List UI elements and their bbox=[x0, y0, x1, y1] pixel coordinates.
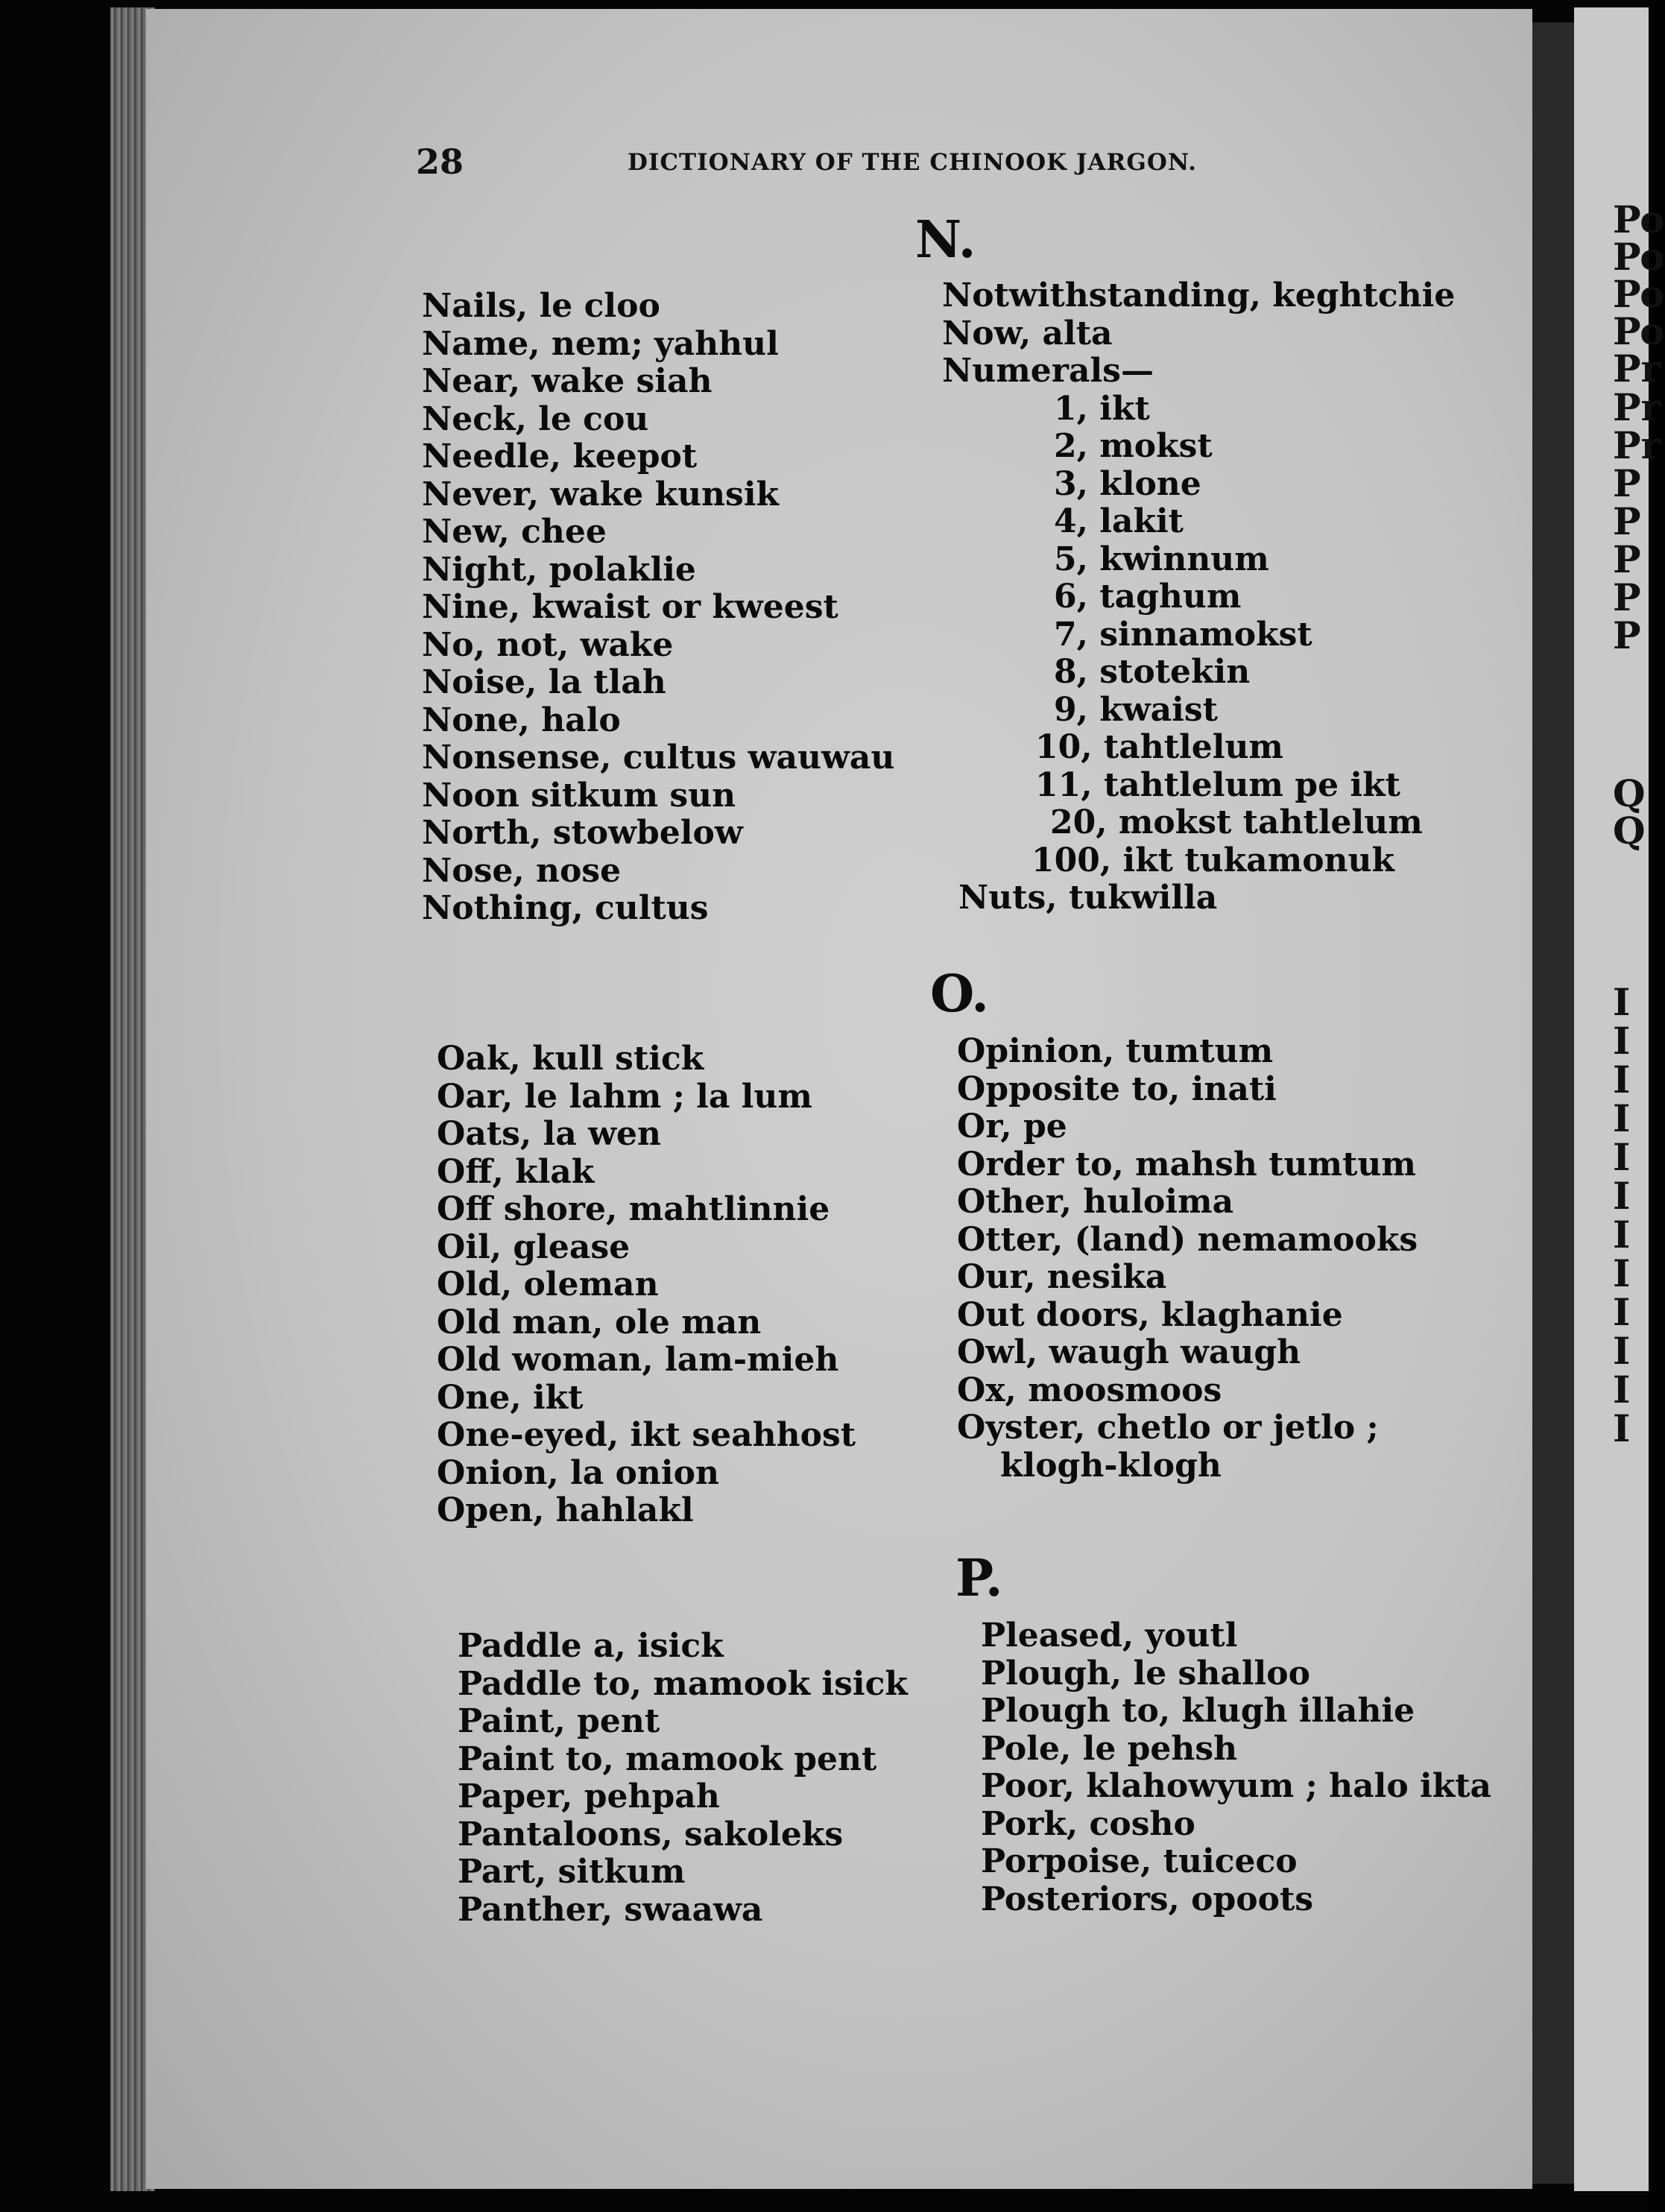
next-page-glyph: Pr bbox=[1613, 423, 1661, 467]
dictionary-entry: Name, nem; yahhul bbox=[422, 324, 779, 363]
dictionary-entry: Noon sitkum sun bbox=[422, 776, 736, 815]
dictionary-entry: Pork, cosho bbox=[981, 1804, 1195, 1843]
next-page-glyph: I bbox=[1613, 1058, 1631, 1102]
next-page-glyph: I bbox=[1613, 1290, 1631, 1334]
numeral-entry: 8, stotekin bbox=[1054, 653, 1251, 691]
dictionary-entry: Oats, la wen bbox=[437, 1115, 661, 1153]
next-page-glyph: P bbox=[1613, 613, 1641, 657]
dictionary-entry: Now, alta bbox=[942, 314, 1113, 353]
dictionary-entry: Nine, kwaist or kweest bbox=[422, 588, 838, 626]
dictionary-entry: Other, huloima bbox=[957, 1183, 1234, 1221]
dictionary-entry: Ox, moosmoos bbox=[957, 1371, 1222, 1409]
next-page-glyph: I bbox=[1613, 980, 1631, 1024]
dictionary-entry-continuation: klogh-klogh bbox=[1000, 1446, 1222, 1485]
dictionary-entry: Out doors, klaghanie bbox=[957, 1295, 1343, 1334]
dictionary-entry: Or, pe bbox=[957, 1107, 1067, 1146]
numeral-entry: 6, taghum bbox=[1054, 578, 1242, 616]
page-number: 28 bbox=[416, 142, 464, 182]
numeral-entry: 11, tahtlelum pe ikt bbox=[1035, 765, 1400, 804]
adjacent-page-fragment bbox=[1574, 7, 1665, 2191]
dictionary-entry: Posteriors, opoots bbox=[981, 1880, 1314, 1918]
dictionary-entry: Plough to, klugh illahie bbox=[981, 1692, 1415, 1730]
next-page-glyph: I bbox=[1613, 1213, 1631, 1257]
numeral-entry: 5, kwinnum bbox=[1054, 540, 1269, 578]
dictionary-entry: Pole, le pehsh bbox=[981, 1729, 1238, 1768]
next-page-glyph: I bbox=[1613, 1406, 1631, 1450]
dictionary-entry: Nails, le cloo bbox=[422, 287, 660, 325]
dictionary-entry: Old man, ole man bbox=[437, 1303, 762, 1342]
dictionary-entry: Our, nesika bbox=[957, 1258, 1167, 1296]
dictionary-entry: Paint, pent bbox=[458, 1702, 660, 1740]
dictionary-entry: Paint to, mamook pent bbox=[458, 1739, 877, 1778]
dictionary-entry: Neck, le cou bbox=[422, 399, 649, 438]
dictionary-entry: Noise, la tlah bbox=[422, 663, 666, 701]
next-page-glyph: I bbox=[1613, 1251, 1631, 1295]
dictionary-entry: Poor, klahowyum ; halo ikta bbox=[981, 1767, 1492, 1805]
dictionary-entry: Order to, mahsh tumtum bbox=[957, 1145, 1416, 1184]
dictionary-entry: Porpoise, tuiceco bbox=[981, 1842, 1298, 1880]
section-letter-o: O. bbox=[930, 964, 989, 1024]
next-page-glyph: Po bbox=[1613, 235, 1665, 279]
dictionary-entry: No, not, wake bbox=[422, 625, 674, 664]
dictionary-entry: Night, polaklie bbox=[422, 550, 696, 589]
dictionary-entry: Old, oleman bbox=[437, 1265, 659, 1304]
numeral-entry: 1, ikt bbox=[1054, 389, 1150, 428]
dictionary-entry: Numerals— bbox=[942, 352, 1154, 390]
dictionary-entry: None, halo bbox=[422, 701, 621, 739]
next-page-glyph: P bbox=[1613, 499, 1641, 543]
dictionary-entry: Paper, pehpah bbox=[458, 1777, 720, 1816]
dictionary-entry: Nose, nose bbox=[422, 851, 622, 890]
dictionary-entry: Opposite to, inati bbox=[957, 1069, 1277, 1108]
dictionary-entry: New, chee bbox=[422, 513, 607, 551]
numeral-entry: 100, ikt tukamonuk bbox=[1031, 841, 1395, 879]
dictionary-entry: Near, wake siah bbox=[422, 362, 713, 400]
entry-list-o-left bbox=[437, 1040, 856, 1530]
section-letter-p: P. bbox=[955, 1549, 1003, 1608]
dictionary-entry: Nuts, tukwilla bbox=[958, 879, 1218, 917]
next-page-glyph: P bbox=[1613, 537, 1641, 581]
dictionary-entry: Needle, keepot bbox=[422, 437, 698, 475]
entry-list-n-right bbox=[942, 277, 1455, 917]
next-page-glyph: I bbox=[1613, 1174, 1631, 1218]
next-page-glyph: Pr bbox=[1613, 385, 1661, 429]
dictionary-entry: Owl, waugh waugh bbox=[957, 1333, 1301, 1371]
entry-list-p-left bbox=[458, 1628, 908, 1929]
dictionary-entry: Off, klak bbox=[437, 1152, 595, 1191]
dictionary-entry: Plough, le shalloo bbox=[981, 1654, 1310, 1693]
next-page-glyph: I bbox=[1613, 1329, 1631, 1373]
next-page-glyph: Q bbox=[1613, 809, 1646, 853]
entry-list-p-right bbox=[981, 1617, 1491, 1918]
next-page-glyph: I bbox=[1613, 1135, 1631, 1179]
dictionary-entry: Onion, la onion bbox=[437, 1453, 719, 1492]
next-page-glyph: Po bbox=[1613, 309, 1665, 353]
numeral-entry: 2, mokst bbox=[1054, 427, 1213, 465]
next-page-glyph: I bbox=[1613, 1019, 1631, 1063]
dictionary-entry: Off shore, mahtlinnie bbox=[437, 1190, 830, 1228]
dictionary-entry: Nonsense, cultus wauwau bbox=[422, 739, 895, 777]
next-page-glyph: I bbox=[1613, 1096, 1631, 1140]
dictionary-entry: Oyster, chetlo or jetlo ; bbox=[957, 1409, 1379, 1447]
dictionary-entry: North, stowbelow bbox=[422, 814, 743, 852]
numeral-entry: 9, kwaist bbox=[1054, 690, 1218, 729]
next-page-glyph: Po bbox=[1613, 272, 1665, 316]
book-gutter bbox=[1532, 22, 1574, 2184]
numeral-entry: 20, mokst tahtlelum bbox=[1050, 803, 1423, 841]
dictionary-entry: Never, wake kunsik bbox=[422, 475, 780, 514]
numeral-entry: 4, lakit bbox=[1054, 502, 1184, 540]
dictionary-entry: Oak, kull stick bbox=[437, 1040, 704, 1078]
dictionary-entry: Oil, glease bbox=[437, 1227, 631, 1266]
dictionary-entry: Nothing, cultus bbox=[422, 889, 709, 927]
dictionary-entry: Paddle to, mamook isick bbox=[458, 1664, 908, 1703]
dictionary-entry: Notwithstanding, keghtchie bbox=[942, 276, 1456, 315]
dictionary-entry: Oar, le lahm ; la lum bbox=[437, 1077, 812, 1116]
dictionary-entry: Pleased, youtl bbox=[981, 1617, 1238, 1655]
dictionary-entry: Paddle a, isick bbox=[458, 1627, 724, 1665]
entry-list-o-right bbox=[957, 1033, 1418, 1485]
entry-list-n-left bbox=[422, 288, 894, 928]
dictionary-entry: One-eyed, ikt seahhost bbox=[437, 1416, 856, 1454]
numeral-entry: 3, klone bbox=[1054, 464, 1201, 503]
running-title: DICTIONARY OF THE CHINOOK JARGON. bbox=[628, 149, 1197, 176]
next-page-glyph: Po bbox=[1613, 197, 1665, 241]
dictionary-entry: Part, sitkum bbox=[458, 1853, 686, 1891]
dictionary-entry: Old woman, lam-mieh bbox=[437, 1341, 839, 1379]
numeral-entry: 7, sinnamokst bbox=[1054, 615, 1312, 654]
next-page-glyph: Q bbox=[1613, 771, 1646, 815]
next-page-glyph: I bbox=[1613, 1368, 1631, 1412]
dictionary-entry: One, ikt bbox=[437, 1378, 584, 1417]
dictionary-entry: Otter, (land) nemamooks bbox=[957, 1220, 1418, 1259]
dictionary-entry: Open, hahlakl bbox=[437, 1491, 694, 1529]
next-page-glyph: P bbox=[1613, 461, 1641, 505]
dictionary-entry: Pantaloons, sakoleks bbox=[458, 1815, 844, 1854]
numeral-entry: 10, tahtlelum bbox=[1035, 728, 1283, 766]
dictionary-entry: Panther, swaawa bbox=[458, 1890, 763, 1929]
dictionary-entry: Opinion, tumtum bbox=[957, 1032, 1274, 1070]
next-page-glyph: P bbox=[1613, 575, 1641, 619]
section-letter-n: N. bbox=[915, 210, 976, 270]
next-page-glyph: Pr bbox=[1613, 347, 1661, 391]
